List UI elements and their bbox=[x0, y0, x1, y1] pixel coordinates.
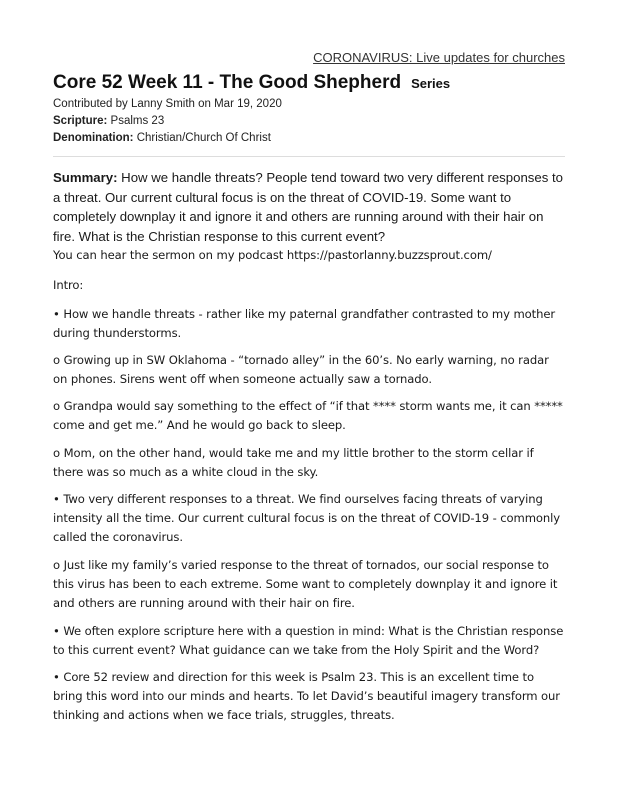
summary bbox=[53, 168, 565, 246]
body-paragraph: o Just like my family’s varied response to the threat of tornados, our social response to this virus has been to each extreme. Some want to completely downplay it and ignore it and others are running around with their hair on fire. bbox=[53, 558, 558, 610]
intro-heading: Intro: bbox=[53, 278, 84, 292]
scripture-line bbox=[53, 115, 164, 127]
series-label[interactable]: Series bbox=[411, 76, 451, 91]
sermon-title: Core 52 Week 11 - The Good Shepherd bbox=[53, 72, 402, 93]
scripture-label: Scripture: bbox=[53, 115, 108, 127]
body-paragraph: • Core 52 review and direction for this week is Psalm 23. This is an excellent time to bring this word into our minds and hearts. To let David’s beautiful imagery transform our thinking and actions when we face trials, struggles, threats. bbox=[53, 670, 560, 722]
denomination-line bbox=[53, 132, 271, 144]
body-paragraph: o Grandpa would say something to the effect of “if that **** storm wants me, it can ***** come and get me.” And he would go back to sleep. bbox=[53, 399, 563, 432]
body-paragraph: • Two very different responses to a threat. We find ourselves facing threats of varying intensity all the time. Our current cultural focus is on the threat of COVID-19 - commonly called the coronavirus. bbox=[53, 492, 561, 544]
body-paragraph: o Mom, on the other hand, would take me and my little brother to the storm cellar if there was so much as a white cloud in the sky. bbox=[53, 446, 534, 479]
body-paragraph: • We often explore scripture here with a question in mind: What is the Christian response to this current event? What guidance can we take from the Holy Spirit and the Word? bbox=[53, 624, 564, 657]
summary-text: How we handle threats? People tend toward two very different responses to a threat. Our current cultural focus is on the threat of COVID-19. Some want to completely downplay it and ignore it and others are running around with their hair on fire. What is the Christian response to this current event? bbox=[53, 170, 563, 244]
body-paragraph: o Growing up in SW Oklahoma - “tornado alley” in the 60’s. No early warning, no radar on phones. Sirens went off when someone actually saw a tornado. bbox=[53, 353, 549, 386]
denomination-label: Denomination: bbox=[53, 132, 134, 144]
coronavirus-updates-link[interactable]: CORONAVIRUS: Live updates for churches bbox=[313, 50, 565, 65]
body-paragraph: • How we handle threats - rather like my paternal grandfather contrasted to my mother during thunderstorms. bbox=[53, 307, 556, 340]
page-title bbox=[53, 72, 565, 94]
summary-label: Summary: bbox=[53, 170, 118, 185]
podcast-paragraph: You can hear the sermon on my podcast https://pastorlanny.buzzsprout.com/ bbox=[53, 248, 492, 262]
header-divider bbox=[53, 156, 565, 157]
contributed-line: Contributed by Lanny Smith on Mar 19, 2020 bbox=[53, 98, 282, 110]
scripture-value[interactable]: Psalms 23 bbox=[110, 115, 165, 127]
denomination-value[interactable]: Christian/Church Of Christ bbox=[136, 132, 271, 144]
